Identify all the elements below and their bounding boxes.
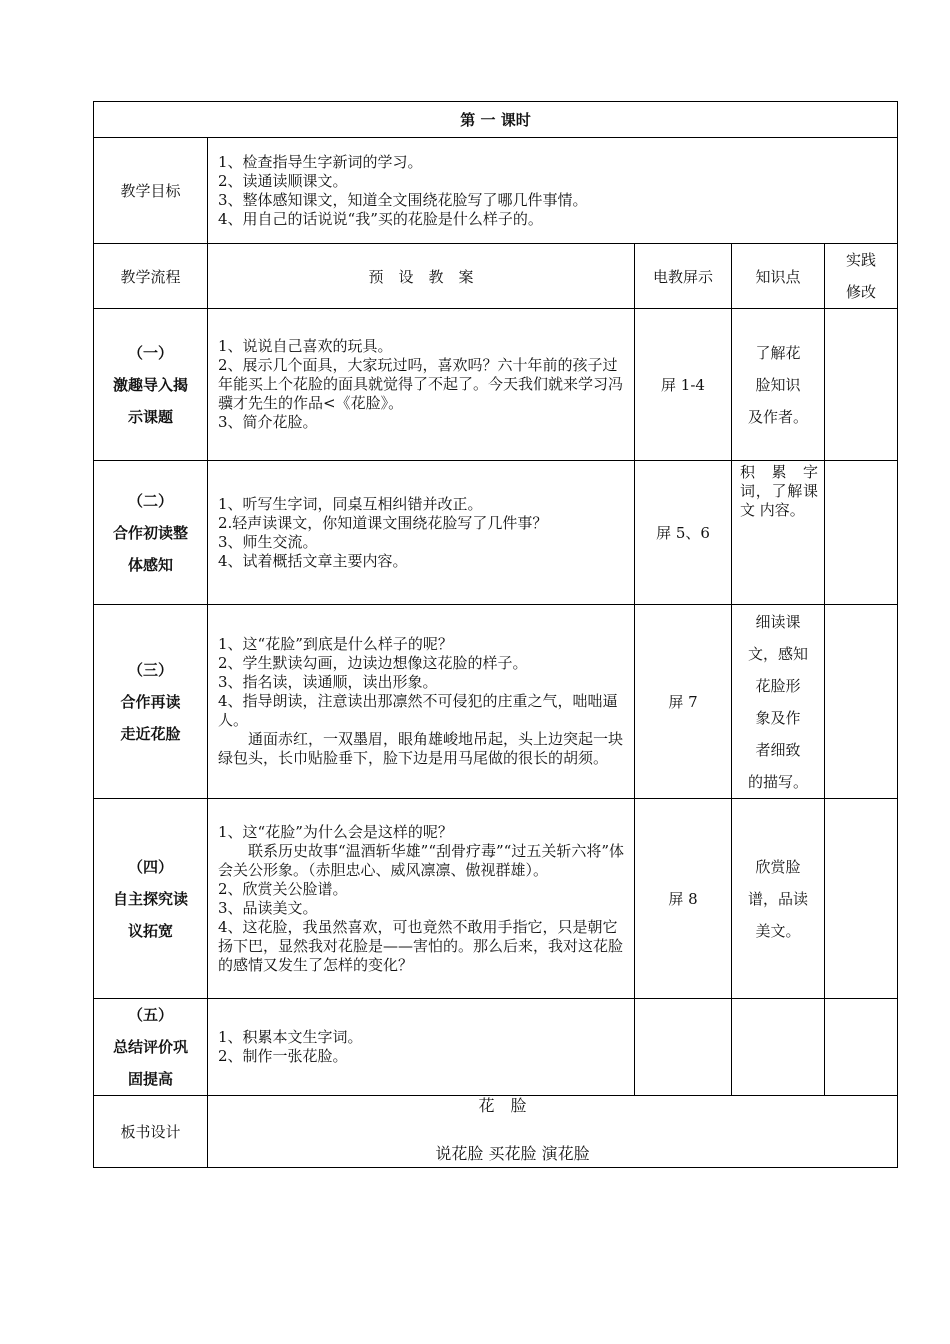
- stage-name: [94, 999, 208, 1096]
- stage-name-line-1: 合作再读: [120, 692, 181, 711]
- knowledge-line: 的描写。: [747, 772, 808, 791]
- header-media: 电教屏示: [635, 244, 732, 309]
- header-practice-line-1: 实践: [846, 251, 877, 269]
- stage-name: [94, 799, 208, 999]
- plan-item: 1、积累本文生字词。: [218, 1028, 363, 1046]
- plan-item: 联系历史故事“温酒斩华雄”“刮骨疗毒”“过五关斩六将”体会关公形象。（赤胆忠心、威风凛凛、傲视群雄）。: [218, 841, 625, 879]
- plan-item: 4、这花脸，我虽然喜欢，可也竟然不敢用手指它，只是朝它扬下巴，显然我对花脸是——害怕的。那么后来，我对这花脸的感情又发生了怎样的变化？: [218, 917, 624, 974]
- stage-name-line-1: 总结评价巩: [112, 1038, 188, 1056]
- knowledge-line: 了解花: [755, 343, 801, 362]
- objective-item: 2、读通读顺课文。: [218, 171, 348, 190]
- plan-item: 3、品读美文。: [218, 898, 318, 917]
- stage-number: （五）: [127, 1006, 173, 1024]
- stage-knowledge: 积 累 字词，了解课 文 内容。: [732, 461, 825, 605]
- stage-media: 屏 8: [635, 799, 732, 999]
- stage-row: [94, 309, 898, 461]
- objective-item: 4、用自己的话说说“我”买的花脸是什么样子的。: [218, 209, 543, 228]
- stage-plan: [208, 309, 635, 461]
- title-row: [94, 102, 898, 138]
- header-knowledge: 知识点: [732, 244, 825, 309]
- stage-name: [94, 309, 208, 461]
- stage-media: 屏 1-4: [635, 309, 732, 461]
- stage-name-line-2: 示课题: [127, 407, 173, 426]
- stage-name-line-2: 体感知: [127, 555, 173, 574]
- knowledge-line: 谱，品读: [747, 889, 808, 908]
- objectives-row: [94, 138, 898, 244]
- objectives-label: 教学目标: [94, 138, 208, 244]
- plan-item: 4、试着概括文章主要内容。: [218, 551, 408, 570]
- stage-row: [94, 799, 898, 999]
- board-title: 花 脸: [478, 1096, 527, 1115]
- board-row: [94, 1096, 898, 1168]
- stage-practice: [825, 605, 898, 799]
- header-flow: 教学流程: [94, 244, 208, 309]
- stage-media: [635, 999, 732, 1096]
- knowledge-line: 文，感知: [747, 644, 808, 663]
- stage-name-line-2: 走近花脸: [120, 724, 181, 743]
- stage-name: [94, 461, 208, 605]
- lesson-title: 第 一 课时: [94, 102, 898, 138]
- stage-knowledge: [732, 999, 825, 1096]
- stage-name-line-1: 自主探究读: [112, 889, 188, 908]
- plan-item: 3、指名读，读通顺，读出形象。: [218, 673, 438, 691]
- stage-knowledge: [732, 309, 825, 461]
- objective-item: 1、检查指导生字新词的学习。: [218, 152, 423, 171]
- plan-item: 1、说说自己喜欢的玩具。: [218, 337, 393, 355]
- plan-item: 1、这“花脸”到底是什么样子的呢？: [218, 635, 453, 653]
- stage-row: [94, 999, 898, 1096]
- header-practice-line-2: 修改: [846, 283, 877, 301]
- objectives-list: [208, 138, 898, 244]
- stage-number: （一）: [127, 343, 173, 362]
- plan-item: 通面赤红，一双墨眉，眼角雄峻地吊起，头上边突起一块绿包头，长巾贴脸垂下，脸下边是用马尾做的很长的胡须。: [218, 730, 624, 767]
- plan-item: 2、学生默读勾画，边读边想像这花脸的样子。: [218, 654, 528, 672]
- stage-practice: [825, 461, 898, 605]
- objective-item: 3、整体感知课文，知道全文围绕花脸写了哪几件事情。: [218, 190, 588, 209]
- plan-item: 1、这“花脸”为什么会是这样的呢？: [218, 822, 453, 841]
- stage-practice: [825, 999, 898, 1096]
- knowledge-line: 脸知识: [755, 375, 801, 394]
- plan-item: 2.轻声读课文，你知道课文围绕花脸写了几件事？: [218, 513, 548, 532]
- header-practice: [825, 244, 898, 309]
- stage-knowledge: [732, 799, 825, 999]
- stage-name-line-1: 合作初读整: [112, 523, 188, 542]
- plan-item: 2、展示几个面具，大家玩过吗，喜欢吗？六十年前的孩子过年能买上个花脸的面具就觉得了不起了。今天我们就来学习冯骥才先生的作品<《花脸》。: [218, 356, 624, 412]
- stage-row: [94, 461, 898, 605]
- knowledge-line: 细读课: [755, 612, 801, 631]
- knowledge-line: 欣赏脸: [755, 857, 801, 876]
- plan-item: 3、师生交流。: [218, 532, 318, 551]
- plan-item: 3、简介花脸。: [218, 413, 318, 431]
- board-content: [208, 1096, 898, 1168]
- stage-plan: [208, 999, 635, 1096]
- plan-item: 2、制作一张花脸。: [218, 1047, 348, 1065]
- plan-item: 1、听写生字词，同桌互相纠错并改正。: [218, 494, 483, 513]
- stage-number: （三）: [127, 660, 173, 679]
- board-label: 板书设计: [94, 1096, 208, 1168]
- stage-name-line-2: 议拓宽: [127, 921, 173, 940]
- stage-plan: [208, 605, 635, 799]
- stage-practice: [825, 309, 898, 461]
- stage-media: 屏 7: [635, 605, 732, 799]
- header-row: [94, 244, 898, 309]
- board-subtitle: 说花脸 买花脸 演花脸: [435, 1144, 590, 1163]
- plan-item: 2、欣赏关公脸谱。: [218, 879, 348, 898]
- header-plan: 预 设 教 案: [208, 244, 635, 309]
- stage-knowledge: [732, 605, 825, 799]
- stage-practice: [825, 799, 898, 999]
- stage-plan: [208, 461, 635, 605]
- lesson-plan-table: [93, 101, 898, 1168]
- stage-number: （二）: [127, 491, 173, 510]
- knowledge-line: 花脸形: [755, 676, 801, 695]
- stage-media: 屏 5、6: [635, 461, 732, 605]
- plan-item: 4、指导朗读，注意读出那凛然不可侵犯的庄重之气，咄咄逼人。: [218, 692, 618, 729]
- knowledge-line: 美文。: [755, 921, 801, 940]
- stage-row: [94, 605, 898, 799]
- stage-plan: [208, 799, 635, 999]
- knowledge-line: 象及作: [755, 708, 801, 727]
- stage-name: [94, 605, 208, 799]
- stage-number: （四）: [127, 857, 173, 876]
- knowledge-line: 者细致: [755, 740, 801, 759]
- stage-name-line-2: 固提高: [127, 1070, 173, 1088]
- stage-name-line-1: 激趣导入揭: [112, 375, 188, 394]
- knowledge-line: 及作者。: [747, 407, 808, 426]
